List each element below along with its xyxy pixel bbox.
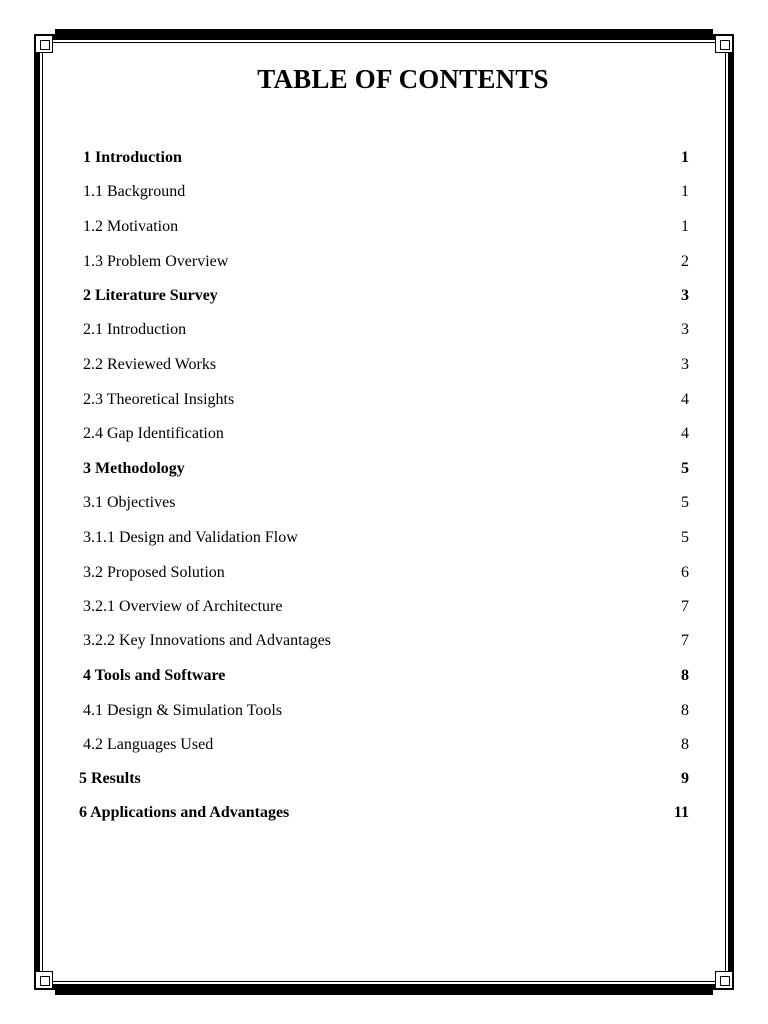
toc-chapter-row: [83, 665, 689, 687]
toc-entry-page-number: 9: [681, 770, 689, 787]
toc-chapter-row: [79, 768, 689, 790]
toc-section-row: [83, 527, 689, 549]
toc-entry-label: 6 Applications and Advantages: [79, 804, 290, 821]
corner-ornament-bottom-left: [35, 971, 53, 989]
toc-entry-page-number: 5: [681, 494, 689, 511]
corner-ornament-bottom-right: [715, 971, 733, 989]
toc-entry-label: 3.1 Objectives: [83, 494, 176, 511]
toc-entry-label: 3.2.2 Key Innovations and Advantages: [83, 632, 331, 649]
toc-section-row: [83, 596, 689, 618]
toc-entry-page-number: 7: [681, 598, 689, 615]
toc-entry-label: 1.3 Problem Overview: [83, 253, 229, 270]
toc-section-row: [83, 700, 689, 722]
toc-entry-label: 3.2 Proposed Solution: [83, 564, 225, 581]
toc-entry-page-number: 1: [681, 149, 689, 166]
toc-section-row: [83, 181, 689, 203]
toc-section-row: [83, 354, 689, 376]
toc-section-row: [83, 423, 689, 445]
toc-section-row: [83, 630, 689, 652]
toc-entry-label: 2.4 Gap Identification: [83, 425, 224, 442]
page-title: TABLE OF CONTENTS: [257, 64, 549, 94]
toc-chapter-row: [83, 147, 689, 169]
toc-entry-page-number: 8: [681, 667, 689, 684]
toc-entry-label: 2.2 Reviewed Works: [83, 356, 217, 373]
toc-entry-page-number: 5: [681, 460, 689, 477]
toc-entry-label: 2 Literature Survey: [83, 287, 218, 304]
toc-entry-page-number: 4: [681, 425, 689, 442]
toc-entry-page-number: 5: [681, 529, 689, 546]
toc-entry-label: 3.2.1 Overview of Architecture: [83, 598, 283, 615]
toc-section-row: [83, 492, 689, 514]
toc-chapter-row: [83, 458, 689, 480]
toc-section-row: [83, 251, 689, 273]
toc-chapter-row: [79, 802, 689, 824]
toc-entry-page-number: 2: [681, 253, 689, 270]
toc-entry-label: 4 Tools and Software: [83, 667, 226, 684]
corner-ornament-top-left: [35, 35, 53, 53]
toc-entry-label: 2.3 Theoretical Insights: [83, 391, 235, 408]
toc-entry-label: 5 Results: [79, 770, 141, 787]
toc-entry-page-number: 8: [681, 702, 689, 719]
toc-entry-page-number: 7: [681, 632, 689, 649]
toc-entry-page-number: 1: [681, 218, 689, 235]
toc-entry-label: 1 Introduction: [83, 149, 182, 166]
toc-entry-page-number: 8: [681, 736, 689, 753]
toc-entry-label: 3.1.1 Design and Validation Flow: [83, 529, 298, 546]
toc-entry-page-number: 11: [673, 804, 689, 821]
toc-section-row: [83, 389, 689, 411]
toc-entry-page-number: 3: [681, 287, 689, 304]
toc-section-row: [83, 216, 689, 238]
toc-entry-page-number: 3: [681, 356, 689, 373]
toc-section-row: [83, 562, 689, 584]
toc-entry-page-number: 3: [681, 321, 689, 338]
corner-ornament-top-right: [715, 35, 733, 53]
toc-section-row: [83, 734, 689, 756]
toc-entry-label: 1.1 Background: [83, 183, 186, 200]
toc-entry-page-number: 1: [681, 183, 689, 200]
toc-section-row: [83, 319, 689, 341]
toc-entry-page-number: 6: [681, 564, 689, 581]
toc-chapter-row: [83, 285, 689, 307]
toc-entry-label: 4.2 Languages Used: [83, 736, 214, 753]
toc-entry-label: 1.2 Motivation: [83, 218, 179, 235]
toc-entry-page-number: 4: [681, 391, 689, 408]
toc-entry-label: 4.1 Design & Simulation Tools: [83, 702, 283, 719]
toc-entry-label: 2.1 Introduction: [83, 321, 187, 338]
toc-entry-label: 3 Methodology: [83, 460, 185, 477]
